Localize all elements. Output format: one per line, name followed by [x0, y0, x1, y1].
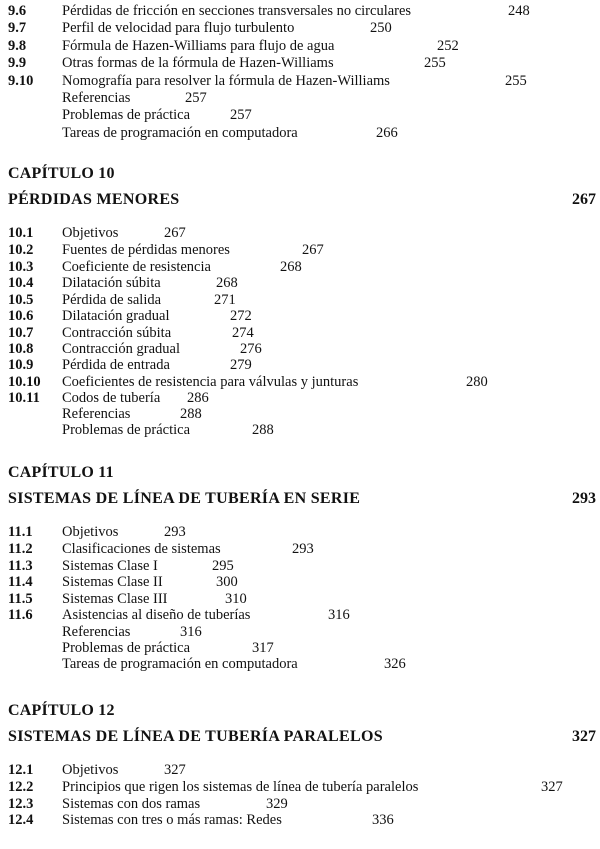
- entry-page: 272: [230, 308, 252, 324]
- entry-title: Referencias: [62, 406, 131, 422]
- toc-entry: [0, 573, 600, 591]
- toc-entry: [0, 72, 600, 90]
- entry-title: Codos de tubería: [62, 390, 161, 406]
- entry-title: Contracción gradual: [62, 341, 180, 357]
- chapter-title: PÉRDIDAS MENORES: [8, 191, 180, 208]
- entry-page: 248: [508, 3, 530, 19]
- entry-title: Referencias: [62, 90, 131, 106]
- toc-entry: [0, 2, 600, 20]
- entry-page: 279: [230, 357, 252, 373]
- entry-title: Objetivos: [62, 225, 119, 241]
- entry-number: 10.9: [8, 357, 34, 373]
- entry-number: 11.6: [8, 607, 33, 623]
- entry-number: 9.6: [8, 3, 27, 19]
- entry-title: Pérdida de entrada: [62, 357, 170, 373]
- entry-page: 276: [240, 341, 262, 357]
- entry-number: 11.1: [8, 524, 33, 540]
- entry-number: 11.3: [8, 558, 33, 574]
- toc-entry: [0, 274, 600, 292]
- entry-page: 310: [225, 591, 247, 607]
- entry-title: Pérdida de salida: [62, 292, 162, 308]
- entry-title: Nomografía para resolver la fórmula de Hazen-Williams: [62, 73, 390, 89]
- entry-page: 255: [505, 73, 527, 89]
- entry-number: 10.8: [8, 341, 34, 357]
- entry-title: Perfil de velocidad para flujo turbulento: [62, 20, 295, 36]
- entry-number: 10.6: [8, 308, 34, 324]
- toc-entry: [0, 356, 600, 374]
- entry-title: Sistemas Clase I: [62, 558, 158, 574]
- chapter-title: SISTEMAS DE LÍNEA DE TUBERÍA PARALELOS: [8, 728, 383, 745]
- entry-number: 10.5: [8, 292, 34, 308]
- entry-title: Fórmula de Hazen-Williams para flujo de agua: [62, 38, 335, 54]
- entry-page: 257: [230, 107, 252, 123]
- entry-number: 11.2: [8, 541, 33, 557]
- entry-page: 286: [187, 390, 209, 406]
- entry-page: 250: [370, 20, 392, 36]
- entry-page: 327: [164, 762, 186, 778]
- entry-number: 9.9: [8, 55, 27, 71]
- entry-number: 9.10: [8, 73, 34, 89]
- toc-entry: [0, 241, 600, 259]
- entry-number: 10.2: [8, 242, 34, 258]
- entry-title: Sistemas Clase II: [62, 574, 163, 590]
- entry-title: Fuentes de pérdidas menores: [62, 242, 230, 258]
- chapter-label: CAPÍTULO 10: [8, 165, 115, 182]
- entry-number: 12.2: [8, 779, 34, 795]
- entry-title: Problemas de práctica: [62, 107, 191, 123]
- entry-number: 12.4: [8, 812, 34, 828]
- toc-entry: [0, 19, 600, 37]
- entry-number: 9.8: [8, 38, 27, 54]
- entry-page: 300: [216, 574, 238, 590]
- entry-page: 327: [541, 779, 563, 795]
- toc-entry: [0, 37, 600, 55]
- entry-page: 274: [232, 325, 254, 341]
- entry-title: Clasificaciones de sistemas: [62, 541, 221, 557]
- chapter-page: 293: [572, 490, 596, 507]
- entry-title: Principios que rigen los sistemas de línea de tubería paralelos: [62, 779, 419, 795]
- toc-entry: [0, 307, 600, 325]
- entry-page: 329: [266, 796, 288, 812]
- entry-title: Tareas de programación en computadora: [62, 656, 298, 672]
- entry-title: Asistencias al diseño de tuberías: [62, 607, 251, 623]
- toc-entry: [0, 523, 600, 541]
- entry-page: 288: [252, 422, 274, 438]
- entry-number: 10.11: [8, 390, 40, 406]
- toc-entry: [0, 540, 600, 558]
- entry-page: 336: [372, 812, 394, 828]
- entry-page: 280: [466, 374, 488, 390]
- entry-title: Coeficiente de resistencia: [62, 259, 211, 275]
- entry-page: 316: [180, 624, 202, 640]
- entry-number: 10.7: [8, 325, 34, 341]
- entry-page: 267: [164, 225, 186, 241]
- toc-entry: [0, 778, 600, 796]
- chapter-page: 327: [572, 728, 596, 745]
- entry-title: Dilatación súbita: [62, 275, 161, 291]
- entry-number: 12.3: [8, 796, 34, 812]
- entry-title: Otras formas de la fórmula de Hazen-Williams: [62, 55, 334, 71]
- entry-title: Objetivos: [62, 762, 119, 778]
- toc-entry: [0, 106, 600, 124]
- chapter-label: CAPÍTULO 12: [8, 702, 115, 719]
- toc-entry: [0, 421, 600, 439]
- entry-title: Referencias: [62, 624, 131, 640]
- toc-entry: [0, 124, 600, 142]
- entry-number: 9.7: [8, 20, 27, 36]
- entry-title: Sistemas con dos ramas: [62, 796, 201, 812]
- entry-page: 317: [252, 640, 274, 656]
- entry-page: 267: [302, 242, 324, 258]
- toc-entry: [0, 224, 600, 242]
- toc-entry: [0, 54, 600, 72]
- entry-page: 266: [376, 125, 398, 141]
- entry-title: Dilatación gradual: [62, 308, 170, 324]
- chapter-title: SISTEMAS DE LÍNEA DE TUBERÍA EN SERIE: [8, 490, 361, 507]
- entry-title: Sistemas con tres o más ramas: Redes: [62, 812, 282, 828]
- entry-number: 10.10: [8, 374, 41, 390]
- entry-page: 252: [437, 38, 459, 54]
- entry-page: 257: [185, 90, 207, 106]
- entry-title: Problemas de práctica: [62, 422, 191, 438]
- toc-entry: [0, 655, 600, 673]
- entry-page: 326: [384, 656, 406, 672]
- toc-entry: [0, 606, 600, 624]
- entry-page: 268: [280, 259, 302, 275]
- entry-page: 316: [328, 607, 350, 623]
- entry-page: 271: [214, 292, 236, 308]
- entry-title: Objetivos: [62, 524, 119, 540]
- entry-title: Coeficientes de resistencia para válvulas y junturas: [62, 374, 359, 390]
- entry-number: 10.3: [8, 259, 34, 275]
- entry-page: 293: [292, 541, 314, 557]
- entry-page: 288: [180, 406, 202, 422]
- entry-number: 11.4: [8, 574, 33, 590]
- entry-title: Contracción súbita: [62, 325, 172, 341]
- entry-number: 10.1: [8, 225, 34, 241]
- entry-title: Sistemas Clase III: [62, 591, 168, 607]
- entry-title: Problemas de práctica: [62, 640, 191, 656]
- entry-number: 12.1: [8, 762, 34, 778]
- entry-page: 293: [164, 524, 186, 540]
- entry-page: 255: [424, 55, 446, 71]
- chapter-label: CAPÍTULO 11: [8, 464, 114, 481]
- toc-entry: [0, 89, 600, 107]
- entry-number: 10.4: [8, 275, 34, 291]
- chapter-page: 267: [572, 191, 596, 208]
- toc-entry: [0, 761, 600, 779]
- entry-page: 268: [216, 275, 238, 291]
- toc-entry: [0, 811, 600, 829]
- entry-title: Tareas de programación en computadora: [62, 125, 298, 141]
- entry-page: 295: [212, 558, 234, 574]
- entry-title: Pérdidas de fricción en secciones transversales no circulares: [62, 3, 412, 19]
- entry-number: 11.5: [8, 591, 33, 607]
